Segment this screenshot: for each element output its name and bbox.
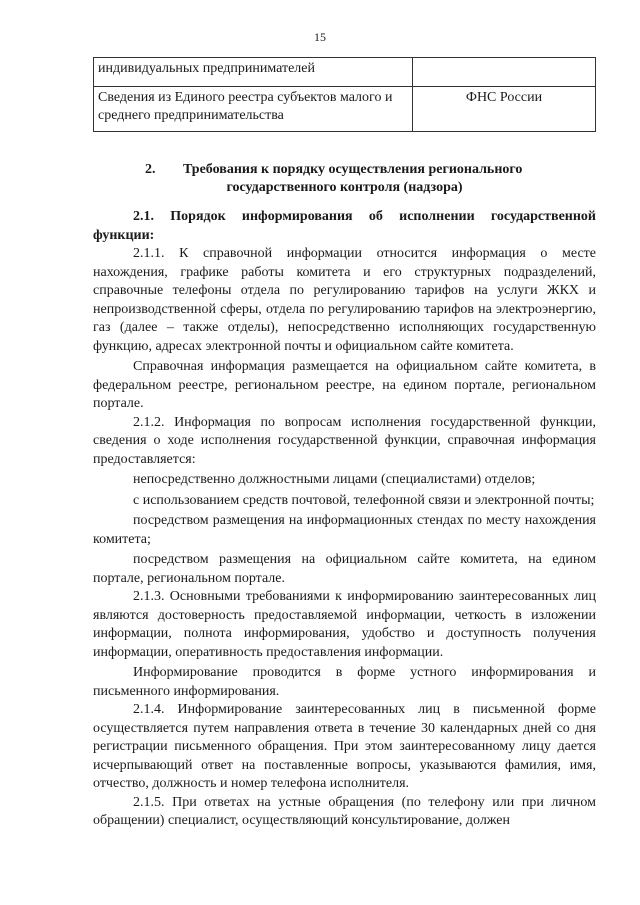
section-title-line2: государственного контроля (надзора) (226, 180, 463, 195)
subsection-heading: 2.1. Порядок информирования об исполнении государственной функции: (93, 209, 596, 243)
page-number: 15 (314, 30, 326, 44)
list-item: непосредственно должностными лицами (специалистами) отделов; (133, 472, 536, 487)
paragraph: Информирование проводится в форме устного информирования и письменного информирования. (93, 665, 596, 699)
paragraph: 2.1.4. Информирование заинтересованных лиц в письменной форме осуществляется путем направления ответа в течение 30 календарных дней со дня регистрации письменного обращения. При этом заинтересованному лицу дается исчерпывающий ответ на поставленные вопросы, указываются фамилия, имя, отчество, должность и номер телефона исполнителя. (93, 702, 596, 791)
table-cell: индивидуальных предпринимателей (94, 58, 413, 87)
table-cell: Сведения из Единого реестра субъектов малого и среднего предпринимательства (94, 87, 413, 132)
agency-table (93, 57, 596, 132)
table-row (94, 58, 596, 87)
paragraph: 2.1.1. К справочной информации относится информация о месте нахождения, графике работы комитета и его структурных подразделений, справочные телефоны отдела по регулированию тарифов на услуги ЖКХ и непроизводственной сферы, отдела по регулированию тарифов на электроэнергию, газ (далее – также отделы), непосредственно исполняющих государственную функцию, адресах электронной почты и официальном сайте комитета. (93, 246, 596, 354)
list-item: с использованием средств почтовой, телефонной связи и электронной почты; (133, 492, 595, 508)
table-row (94, 87, 596, 132)
section-number: 2. (145, 162, 156, 177)
paragraph: 2.1.3. Основными требованиями к информированию заинтересованных лиц являются достоверность предоставляемой информации, четкость в изложении информации, полнота информирования, удобство и доступность получения информации, оперативность предоставления информации. (93, 589, 596, 660)
document-body (93, 208, 596, 831)
list-item: посредством размещения на информационных стендах по месту нахождения комитета; (93, 513, 596, 547)
list-item: посредством размещения на официальном сайте комитета, на едином портале, региональном портале. (93, 552, 596, 586)
section-title-line1: Требования к порядку осуществления регионального (183, 162, 523, 177)
table-cell (413, 58, 596, 87)
paragraph: 2.1.2. Информация по вопросам исполнения государственной функции, сведения о ходе исполнения государственной функции, справочная информация предоставляется: (93, 414, 596, 467)
paragraph: 2.1.5. При ответах на устные обращения (по телефону или при личном обращении) специалист, осуществляющий консультирование, должен (93, 794, 596, 828)
table-cell: ФНС России (413, 87, 596, 132)
paragraph: Справочная информация размещается на официальном сайте комитета, в федеральном реестре, региональном реестре, на едином портале, региональном портале. (93, 359, 596, 411)
